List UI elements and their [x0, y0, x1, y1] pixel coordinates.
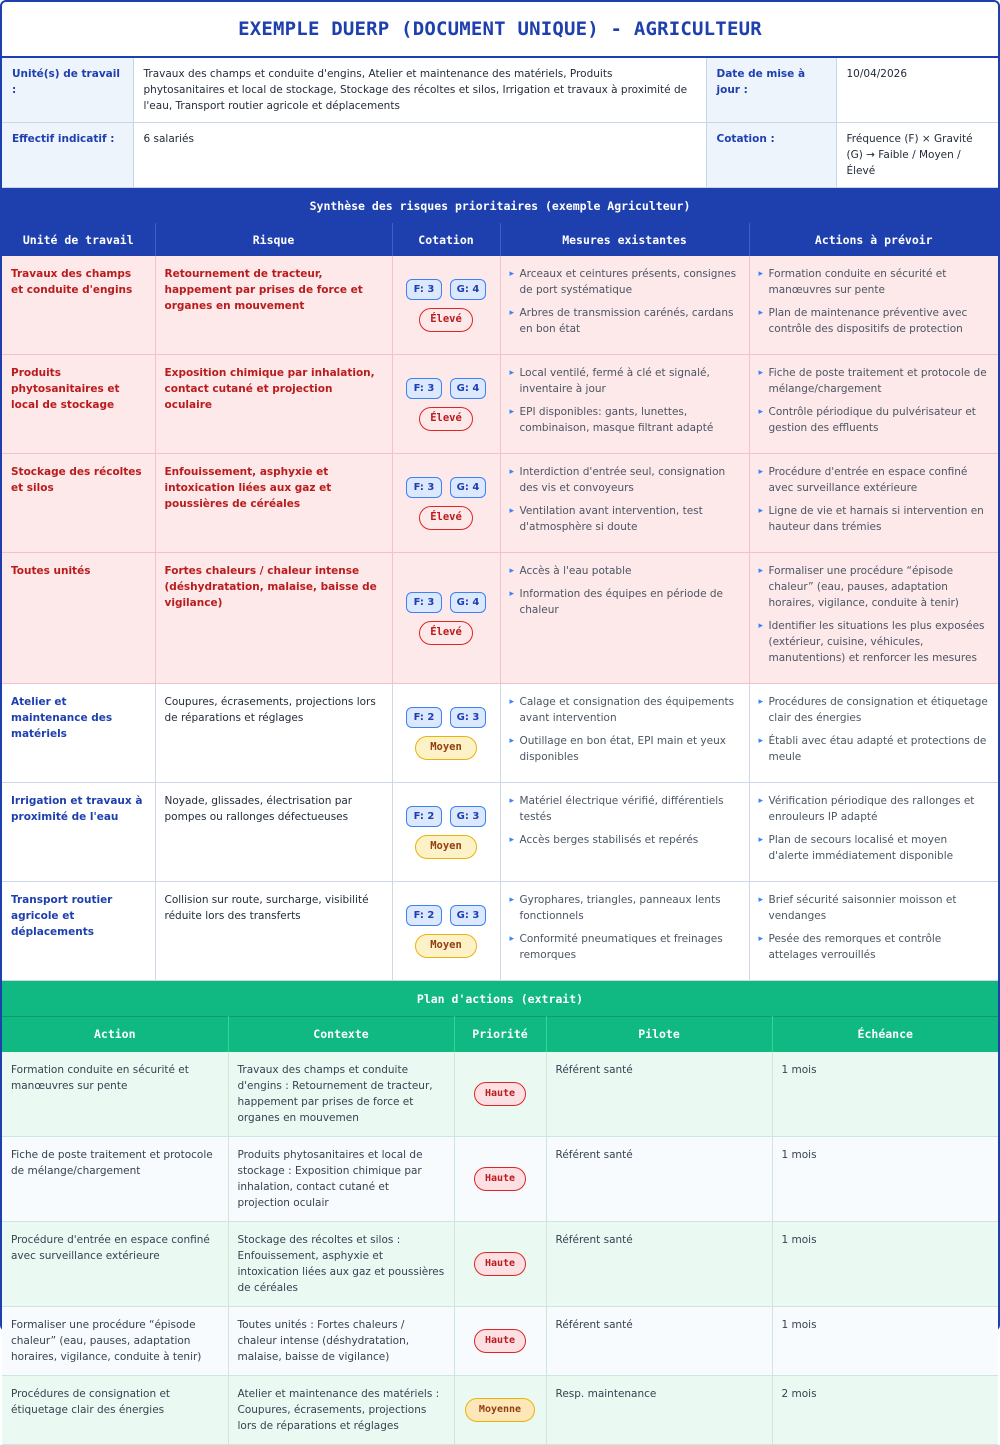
- frequency-badge: F: 3: [406, 378, 442, 399]
- frequency-badge: F: 3: [406, 592, 442, 613]
- plan-due: 1 mois: [772, 1136, 998, 1221]
- risk-description: Exposition chimique par inhalation, contact cutané et projection oculaire: [155, 355, 392, 454]
- risk-unit: Travaux des champs et conduite d'engins: [2, 256, 155, 355]
- plan-context: Travaux des champs et conduite d'engins : Retournement de tracteur, happement par prises de force et organes en mouvemen: [228, 1052, 454, 1137]
- col-header-measures: Mesures existantes: [500, 223, 749, 256]
- risk-cotation: [392, 553, 500, 684]
- planned-actions: [749, 783, 998, 882]
- measures-list: [510, 694, 740, 765]
- plan-table-header: [2, 1017, 998, 1052]
- action-item: ▸ Procédures de consignation et étiquetage clair des énergies: [759, 694, 990, 726]
- existing-measures: [500, 355, 749, 454]
- plan-priority: [454, 1052, 546, 1137]
- risk-level-badge: Élevé: [419, 308, 473, 332]
- priority-badge: Moyenne: [465, 1398, 535, 1422]
- risk-level-badge: Moyen: [415, 835, 477, 859]
- risk-description: Coupures, écrasements, projections lors de réparations et réglages: [155, 684, 392, 783]
- plan-pilot: Référent santé: [546, 1052, 772, 1137]
- measures-list: [510, 464, 740, 535]
- action-item: ▸ Formaliser une procédure “épisode chaleur” (eau, pauses, adaptation horaires, vigilance, conduite à tenir): [759, 563, 990, 611]
- measure-item: ▸ Accès berges stabilisés et repérés: [510, 832, 740, 848]
- measure-item: ▸ Ventilation avant intervention, test d'atmosphère si doute: [510, 503, 740, 535]
- planned-actions: [749, 684, 998, 783]
- plan-priority: [454, 1306, 546, 1375]
- gravity-badge: G: 3: [450, 905, 486, 926]
- col-header-action: Action: [2, 1017, 228, 1052]
- risk-row: [2, 454, 998, 553]
- frequency-badge: F: 2: [406, 905, 442, 926]
- plan-priority: [454, 1375, 546, 1444]
- risk-description: Collision sur route, surcharge, visibilité réduite lors des transferts: [155, 882, 392, 981]
- plan-action: Formaliser une procédure “épisode chaleur” (eau, pauses, adaptation horaires, vigilance, conduite à tenir): [2, 1306, 228, 1375]
- risk-unit: Atelier et maintenance des matériels: [2, 684, 155, 783]
- cotation-scores: [397, 905, 496, 926]
- plan-due: 2 mois: [772, 1375, 998, 1444]
- plan-row: [2, 1221, 998, 1306]
- col-header-risk: Risque: [155, 223, 392, 256]
- cotation-scores: [397, 279, 496, 300]
- col-header-actions: Actions à prévoir: [749, 223, 998, 256]
- action-item: ▸ Formation conduite en sécurité et manœuvres sur pente: [759, 266, 990, 298]
- planned-actions: [749, 454, 998, 553]
- existing-measures: [500, 256, 749, 355]
- action-item: ▸ Fiche de poste traitement et protocole de mélange/chargement: [759, 365, 990, 397]
- existing-measures: [500, 553, 749, 684]
- plan-priority: [454, 1221, 546, 1306]
- measures-list: [510, 793, 740, 848]
- action-item: ▸ Brief sécurité saisonnier moisson et vendanges: [759, 892, 990, 924]
- risk-description: Enfouissement, asphyxie et intoxication liées aux gaz et poussières de céréales: [155, 454, 392, 553]
- risk-unit: Toutes unités: [2, 553, 155, 684]
- cotation-scores: [397, 378, 496, 399]
- risk-description: Fortes chaleurs / chaleur intense (déshydratation, malaise, baisse de vigilance): [155, 553, 392, 684]
- document-title: EXEMPLE DUERP (DOCUMENT UNIQUE) - AGRICULTEUR: [238, 18, 762, 40]
- date-value: 10/04/2026: [836, 58, 998, 123]
- info-table: [2, 58, 998, 188]
- frequency-badge: F: 3: [406, 477, 442, 498]
- gravity-badge: G: 3: [450, 806, 486, 827]
- plan-pilot: Resp. maintenance: [546, 1375, 772, 1444]
- risk-table: [2, 223, 998, 981]
- gravity-badge: G: 3: [450, 707, 486, 728]
- planned-actions: [749, 882, 998, 981]
- plan-row: [2, 1306, 998, 1375]
- risk-cotation: [392, 355, 500, 454]
- actions-list: [759, 892, 990, 963]
- cotation-label: Cotation :: [706, 123, 836, 188]
- cotation-scores: [397, 477, 496, 498]
- frequency-badge: F: 2: [406, 806, 442, 827]
- plan-row: [2, 1375, 998, 1444]
- action-item: ▸ Procédure d'entrée en espace confiné avec surveillance extérieure: [759, 464, 990, 496]
- actions-list: [759, 563, 990, 666]
- risk-row: [2, 882, 998, 981]
- measure-item: ▸ Arceaux et ceintures présents, consignes de port systématique: [510, 266, 740, 298]
- plan-action: Procédure d'entrée en espace confiné avec surveillance extérieure: [2, 1221, 228, 1306]
- info-row: [2, 123, 998, 188]
- effectif-value: 6 salariés: [133, 123, 706, 188]
- action-item: ▸ Plan de maintenance préventive avec contrôle des dispositifs de protection: [759, 305, 990, 337]
- actions-list: [759, 694, 990, 765]
- actions-list: [759, 464, 990, 535]
- measures-list: [510, 892, 740, 963]
- actions-list: [759, 365, 990, 436]
- existing-measures: [500, 882, 749, 981]
- plan-action: Fiche de poste traitement et protocole de mélange/chargement: [2, 1136, 228, 1221]
- plan-row: [2, 1052, 998, 1137]
- priority-badge: Haute: [474, 1329, 526, 1353]
- risk-cotation: [392, 882, 500, 981]
- plan-action: Procédures de consignation et étiquetage clair des énergies: [2, 1375, 228, 1444]
- risk-level-badge: Moyen: [415, 934, 477, 958]
- risk-level-badge: Élevé: [419, 407, 473, 431]
- plan-title: Plan d'actions (extrait): [2, 981, 998, 1016]
- cotation-scores: [397, 592, 496, 613]
- risk-unit: Transport routier agricole et déplacements: [2, 882, 155, 981]
- plan-pilot: Référent santé: [546, 1221, 772, 1306]
- actions-list: [759, 793, 990, 864]
- document-header: [2, 2, 998, 58]
- existing-measures: [500, 684, 749, 783]
- existing-measures: [500, 783, 749, 882]
- existing-measures: [500, 454, 749, 553]
- risk-row: [2, 553, 998, 684]
- col-header-due: Échéance: [772, 1017, 998, 1052]
- action-plan-table: [2, 1016, 998, 1445]
- plan-due: 1 mois: [772, 1306, 998, 1375]
- measures-list: [510, 266, 740, 337]
- measure-item: ▸ Gyrophares, triangles, panneaux lents fonctionnels: [510, 892, 740, 924]
- gravity-badge: G: 4: [450, 477, 486, 498]
- effectif-label: Effectif indicatif :: [2, 123, 133, 188]
- action-item: ▸ Plan de secours localisé et moyen d'alerte immédiatement disponible: [759, 832, 990, 864]
- action-item: ▸ Établi avec étau adapté et protections de meule: [759, 733, 990, 765]
- plan-context: Toutes unités : Fortes chaleurs / chaleur intense (déshydratation, malaise, baisse de vigilance): [228, 1306, 454, 1375]
- risk-row: [2, 684, 998, 783]
- gravity-badge: G: 4: [450, 592, 486, 613]
- measure-item: ▸ Interdiction d'entrée seul, consignation des vis et convoyeurs: [510, 464, 740, 496]
- units-value: Travaux des champs et conduite d'engins, Atelier et maintenance des matériels, Produits phytosanitaires et local de stockage, Stockage des récoltes et silos, Irrigation et travaux à proximité de l'eau, Transport routier agricole et déplacements: [133, 58, 706, 123]
- risk-unit: Irrigation et travaux à proximité de l'eau: [2, 783, 155, 882]
- risk-level-badge: Moyen: [415, 736, 477, 760]
- col-header-context: Contexte: [228, 1017, 454, 1052]
- gravity-badge: G: 4: [450, 378, 486, 399]
- measure-item: ▸ Outillage en bon état, EPI main et yeux disponibles: [510, 733, 740, 765]
- col-header-priority: Priorité: [454, 1017, 546, 1052]
- planned-actions: [749, 553, 998, 684]
- risk-cotation: [392, 454, 500, 553]
- plan-due: 1 mois: [772, 1221, 998, 1306]
- frequency-badge: F: 2: [406, 707, 442, 728]
- risk-description: Retournement de tracteur, happement par prises de force et organes en mouvement: [155, 256, 392, 355]
- plan-context: Produits phytosanitaires et local de stockage : Exposition chimique par inhalation, contact cutané et projection oculair: [228, 1136, 454, 1221]
- risk-cotation: [392, 684, 500, 783]
- col-header-unit: Unité de travail: [2, 223, 155, 256]
- action-item: ▸ Contrôle périodique du pulvérisateur et gestion des effluents: [759, 404, 990, 436]
- measure-item: ▸ EPI disponibles: gants, lunettes, combinaison, masque filtrant adapté: [510, 404, 740, 436]
- frequency-badge: F: 3: [406, 279, 442, 300]
- cotation-scores: [397, 806, 496, 827]
- gravity-badge: G: 4: [450, 279, 486, 300]
- priority-badge: Haute: [474, 1167, 526, 1191]
- actions-list: [759, 266, 990, 337]
- measure-item: ▸ Calage et consignation des équipements avant intervention: [510, 694, 740, 726]
- info-row: [2, 58, 998, 123]
- col-header-pilot: Pilote: [546, 1017, 772, 1052]
- risk-row: [2, 783, 998, 882]
- plan-context: Atelier et maintenance des matériels : Coupures, écrasements, projections lors de réparations et réglages: [228, 1375, 454, 1444]
- risk-unit: Stockage des récoltes et silos: [2, 454, 155, 553]
- plan-pilot: Référent santé: [546, 1136, 772, 1221]
- action-item: ▸ Ligne de vie et harnais si intervention en hauteur dans trémies: [759, 503, 990, 535]
- risk-level-badge: Élevé: [419, 506, 473, 530]
- date-label: Date de mise à jour :: [706, 58, 836, 123]
- measure-item: ▸ Information des équipes en période de chaleur: [510, 586, 740, 618]
- measure-item: ▸ Accès à l'eau potable: [510, 563, 740, 579]
- plan-pilot: Référent santé: [546, 1306, 772, 1375]
- plan-row: [2, 1136, 998, 1221]
- priority-badge: Haute: [474, 1252, 526, 1276]
- risk-row: [2, 256, 998, 355]
- units-label: Unité(s) de travail :: [2, 58, 133, 123]
- measure-item: ▸ Conformité pneumatiques et freinages remorques: [510, 931, 740, 963]
- measure-item: ▸ Arbres de transmission carénés, cardans en bon état: [510, 305, 740, 337]
- planned-actions: [749, 256, 998, 355]
- risk-row: [2, 355, 998, 454]
- planned-actions: [749, 355, 998, 454]
- measure-item: ▸ Matériel électrique vérifié, différentiels testés: [510, 793, 740, 825]
- plan-action: Formation conduite en sécurité et manœuvres sur pente: [2, 1052, 228, 1137]
- plan-context: Stockage des récoltes et silos : Enfouissement, asphyxie et intoxication liées aux gaz et poussières de céréales: [228, 1221, 454, 1306]
- cotation-scores: [397, 707, 496, 728]
- risk-cotation: [392, 783, 500, 882]
- risk-table-header: [2, 223, 998, 256]
- priority-badge: Haute: [474, 1082, 526, 1106]
- plan-priority: [454, 1136, 546, 1221]
- measures-list: [510, 563, 740, 618]
- action-item: ▸ Pesée des remorques et contrôle attelages verrouillés: [759, 931, 990, 963]
- risk-level-badge: Élevé: [419, 621, 473, 645]
- plan-due: 1 mois: [772, 1052, 998, 1137]
- risk-unit: Produits phytosanitaires et local de stockage: [2, 355, 155, 454]
- risk-description: Noyade, glissades, électrisation par pompes ou rallonges défectueuses: [155, 783, 392, 882]
- action-item: ▸ Vérification périodique des rallonges et enrouleurs IP adapté: [759, 793, 990, 825]
- measures-list: [510, 365, 740, 436]
- cotation-value: Fréquence (F) × Gravité (G) → Faible / Moyen / Élevé: [836, 123, 998, 188]
- synthese-title: Synthèse des risques prioritaires (exemple Agriculteur): [2, 188, 998, 223]
- action-item: ▸ Identifier les situations les plus exposées (extérieur, cuisine, véhicules, manutentions) et renforcer les mesures: [759, 618, 990, 666]
- measure-item: ▸ Local ventilé, fermé à clé et signalé, inventaire à jour: [510, 365, 740, 397]
- risk-cotation: [392, 256, 500, 355]
- col-header-cotation: Cotation: [392, 223, 500, 256]
